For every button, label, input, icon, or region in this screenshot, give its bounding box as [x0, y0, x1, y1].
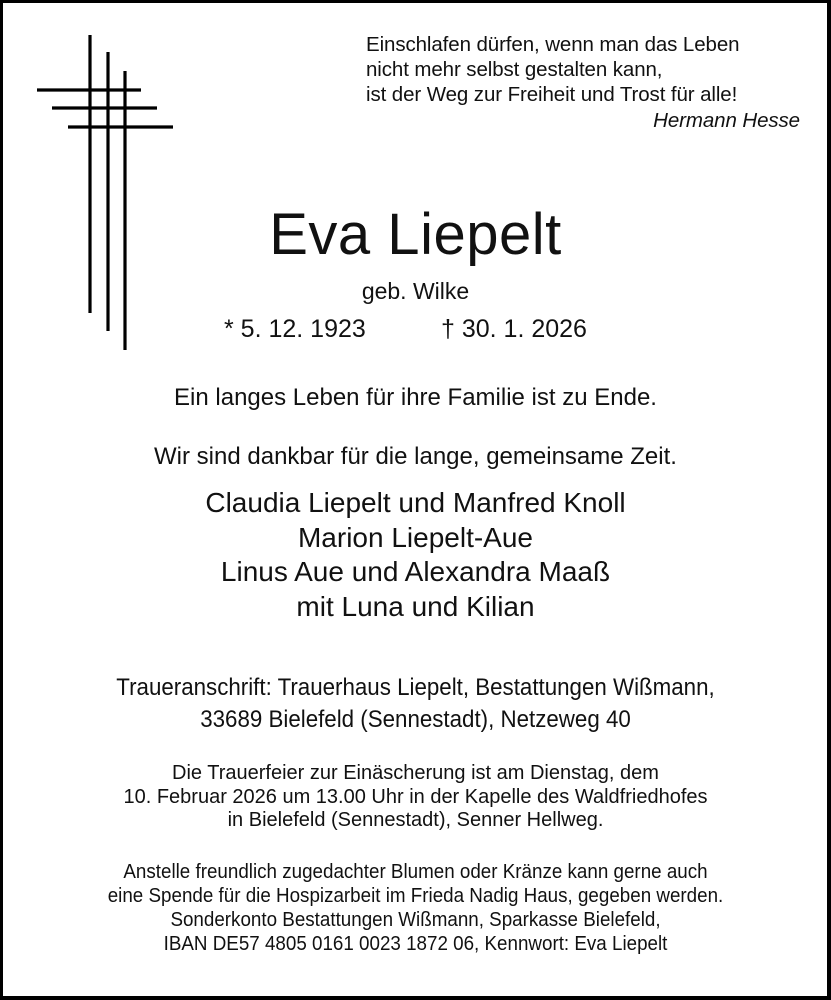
ceremony-line: in Bielefeld (Sennestadt), Senner Hellweg. [227, 809, 604, 831]
ceremony-line: 10. Februar 2026 um 13.00 Uhr in der Kapelle des Waldfriedhofes [123, 785, 708, 808]
life-dates [0, 313, 831, 345]
quote-author: Hermann Hesse [653, 109, 800, 132]
message-line: Wir sind dankbar für die lange, gemeinsame Zeit. [154, 443, 677, 470]
quote-line: ist der Weg zur Freiheit und Trost für alle! [366, 83, 738, 106]
hesse-quote [366, 32, 800, 133]
mourning-address [29, 672, 802, 736]
ceremony-line: Die Trauerfeier zur Einäscherung ist am Dienstag, dem [172, 762, 659, 784]
donation-line: Anstelle freundlich zugedachter Blumen oder Kränze kann gerne auch [123, 861, 708, 883]
address-line: Traueranschrift: Trauerhaus Liepelt, Bestattungen Wißmann, [116, 674, 715, 701]
cross-icon [0, 0, 200, 360]
donation-info [25, 860, 806, 956]
maiden-name: geb. Wilke [361, 278, 470, 304]
ceremony-info [0, 762, 831, 833]
donation-line: Sonderkonto Bestattungen Wißmann, Sparkasse Bielefeld, [170, 909, 661, 931]
deceased-name: Eva Liepelt [269, 202, 562, 267]
family-list [0, 486, 831, 624]
address-line: 33689 Bielefeld (Sennestadt), Netzeweg 40 [200, 706, 631, 733]
quote-line: Einschlafen dürfen, wenn man das Leben [366, 33, 740, 56]
donation-line: IBAN DE57 4805 0161 0023 1872 06, Kennwort: Eva Liepelt [163, 933, 668, 955]
quote-line: nicht mehr selbst gestalten kann, [366, 58, 663, 81]
family-member: mit Luna und Kilian [296, 590, 535, 622]
message-line: Ein langes Leben für ihre Familie ist zu Ende. [174, 384, 657, 411]
family-member: Marion Liepelt-Aue [297, 521, 534, 553]
family-member: Claudia Liepelt und Manfred Knoll [205, 487, 626, 518]
family-member: Linus Aue und Alexandra Maaß [220, 556, 611, 587]
donation-line: eine Spende für die Hospizarbeit im Frieda Nadig Haus, gegeben werden. [107, 885, 724, 907]
birth-date: * 5. 12. 1923 [224, 315, 366, 343]
death-date: † 30. 1. 2026 [441, 315, 587, 343]
